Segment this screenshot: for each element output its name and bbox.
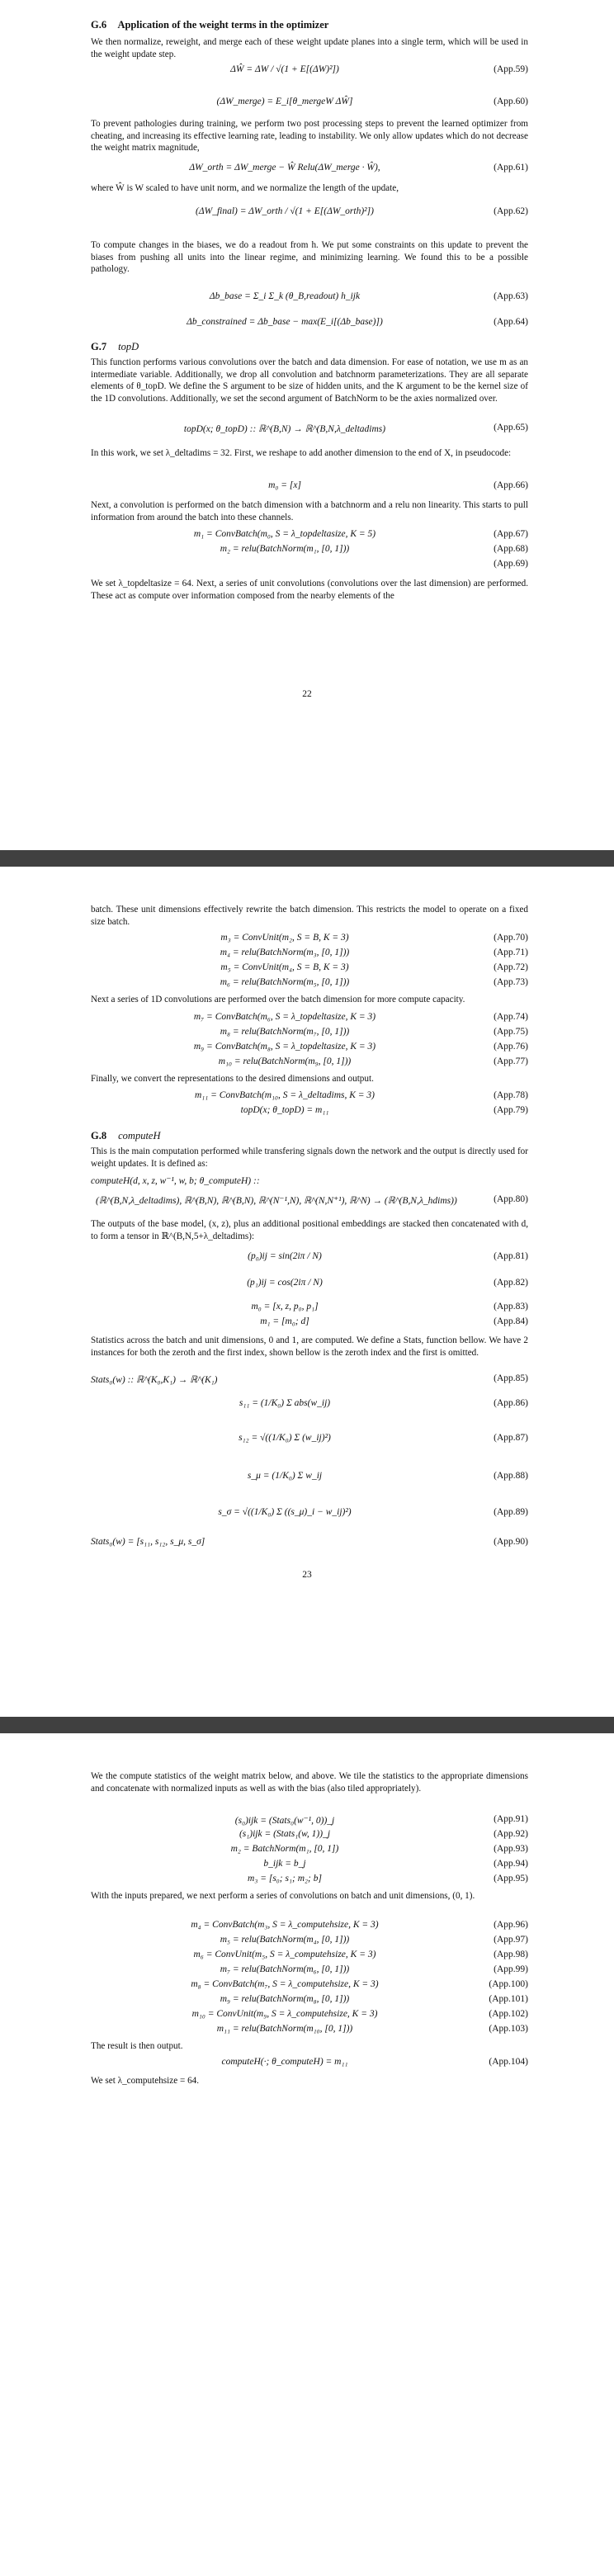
equation-body: m₁ = ConvBatch(m₀, S = λ_topdeltasize, K = 5) [193,529,376,539]
equation-label: (App.76) [494,1042,528,1052]
equation-body: m₉ = relu(BatchNorm(m₈, [0, 1])) [220,1994,350,2004]
paragraph: We the compute statistics of the weight matrix below, and above. We tile the statistics to the appropriate dimensions and concatenate with normalized inputs as well as with the bias (also tiled appropriately). [91,1771,528,1794]
paragraph: The result is then output. [91,2041,183,2051]
equation-body: Δb_base = Σ_i Σ_k (θ_B,readout) h_ijk [209,291,361,301]
equation-label: (App.66) [494,480,528,490]
equation-label: (App.94) [494,1859,528,1869]
section-number: G.7 [91,341,107,352]
equation-app60 [91,97,528,113]
section-title: topD [118,341,139,352]
equation-body: m₁₀ = relu(BatchNorm(m₉, [0, 1])) [218,1056,352,1066]
equation-body: m₀ = [x] [268,480,301,490]
equation-app64 [91,317,528,333]
equation-app61 [91,163,528,179]
section-heading-g6 [91,18,528,31]
equation-app72 [91,962,528,979]
equation-body: m₄ = relu(BatchNorm(m₃, [0, 1])) [220,948,350,957]
equation-body: (p₀)ij = sin(2iπ / N) [248,1251,322,1261]
page-23 [0,867,614,1717]
page-number: 22 [302,689,312,699]
equation-app89 [91,1499,528,1532]
equation-app59 [91,58,528,91]
section-number: G.8 [91,1130,107,1141]
equation-body: s_σ = √((1/K₀) Σ ((s_μ)_i − w_ij)²) [218,1507,352,1517]
equation-app83 [91,1302,528,1318]
equation-app98 [91,1950,528,1966]
equation-label: (App.93) [494,1844,528,1854]
equation-app90 [91,1537,528,1553]
paragraph: Finally, we convert the representations to the desired dimensions and output. [91,1074,374,1084]
equation-app81 [91,1246,528,1271]
equation-label: (App.79) [494,1105,528,1115]
equation-label: (App.63) [494,291,528,301]
equation-body: Stats₀(w) = [s₁₁, s₁₂, s_μ, s_σ] [91,1537,205,1547]
paragraph: This function performs various convolutions over the batch and data dimension. For ease of notation, we use m as an intermediate variable. Additionally, we drop all convolution and batchnorm parameterizations. They are all separate elements of θ_topD. We define the S argument to be size of hidden units, and the K argument to be the kernel size of the 1D convolutions. Additionally, we set the second argument of BatchNorm to be the axies normalized over. [91,357,528,404]
equation-body: m₉ = ConvBatch(m₈, S = λ_topdeltasize, K = 3) [193,1042,376,1052]
equation-app94 [91,1859,528,1875]
equation-app73 [91,977,528,994]
paragraph: With the inputs prepared, we next perform a series of convolutions on batch and unit dimensions, (0, 1). [91,1891,475,1901]
equation-label: (App.95) [494,1874,528,1884]
section-number: G.6 [91,19,107,31]
equation-body: s_μ = (1/K₀) Σ w_ij [247,1471,323,1481]
equation-app68 [91,544,528,560]
equation-body: ΔŴ = ΔW / √(1 + E[(ΔW)²]) [230,64,339,74]
equation-label: (App.98) [494,1950,528,1959]
equation-app62 [91,200,528,233]
equation-app67 [91,529,528,546]
equation-body: ΔW_orth = ΔW_merge − Ŵ Relu(ΔW_merge · Ŵ), [189,163,380,173]
equation-app88 [91,1464,528,1492]
equation-app93 [91,1844,528,1860]
equation-app104 [91,2057,528,2073]
equation-app96 [91,1920,528,1936]
equation-label: (App.83) [494,1302,528,1312]
paragraph: In this work, we set λ_deltadims = 32. First, we reshape to add another dimension to the end of X, in pseudocode: [91,448,512,458]
equation-body: (ℝ^(B,N,λ_deltadims), ℝ^(B,N), ℝ^(B,N), ℝ^(N⁻¹,N), ℝ^(N,N⁺¹), ℝ^N) → (ℝ^(B,N,λ_hdims)) [96,1196,457,1206]
equation-body: m₂ = relu(BatchNorm(m₁, [0, 1])) [220,544,350,554]
equation-label: (App.92) [494,1829,528,1839]
equation-app84 [91,1316,528,1333]
equation-body: m₃ = ConvUnit(m₂, S = B, K = 3) [220,933,349,943]
equation-app71 [91,948,528,964]
equation-label: (App.68) [494,544,528,554]
page-number: 23 [302,1570,312,1580]
equation-app92 [91,1829,528,1846]
equation-label: (App.60) [494,97,528,106]
equation-body: m₈ = ConvBatch(m₇, S = λ_computehsize, K = 3) [191,1979,379,1989]
equation-app102 [91,2009,528,2025]
equation-label: (App.70) [494,933,528,943]
equation-label: (App.104) [489,2057,528,2067]
equation-app75 [91,1027,528,1043]
equation-app101 [91,1994,528,2011]
equation-app66 [91,480,528,497]
equation-body: s₁₁ = (1/K₀) Σ abs(w_ij) [239,1398,331,1408]
equation-label: (App.91) [494,1814,528,1824]
equation-app100 [91,1979,528,1996]
equation-body: m₃ = [s₀; s₁; m₂; b] [248,1874,322,1884]
equation-body: Δb_constrained = Δb_base − max(E_i[(Δb_base)]) [187,317,383,327]
equation-body: m₈ = relu(BatchNorm(m₇, [0, 1])) [220,1027,350,1037]
equation-body: m₆ = ConvUnit(m₅, S = λ_computehsize, K = 3) [193,1950,376,1959]
equation-label: (App.71) [494,948,528,957]
equation-label: (App.103) [489,2024,528,2034]
equation-app80-line1: computeH(d, x, z, w⁻¹, w, b; θ_computeH) :: [91,1176,260,1186]
equation-app91 [91,1814,528,1831]
paragraph: The outputs of the base model, (x, z), plus an additional positional embeddings are stacked then concatenated with d, to form a tensor in ℝ^(B,N,5+λ_deltadims): [91,1219,528,1241]
equation-app82 [91,1273,528,1297]
paragraph: We set λ_computehsize = 64. [91,2076,200,2086]
equation-body: m₂ = BatchNorm(m₁, [0, 1]) [230,1844,339,1854]
section-title: computeH [118,1130,161,1141]
equation-app103 [91,2024,528,2040]
paragraph: batch. These unit dimensions effectively rewrite the batch dimension. This restricts the model to operate on a fixed size batch. [91,905,528,927]
equation-body: (s₀)ijk = (Stats₀(w⁻¹, 0))_j [234,1816,335,1826]
section-heading-g7 [91,340,528,353]
equation-label: (App.102) [489,2009,528,2019]
equation-label: (App.97) [494,1935,528,1945]
equation-body: m₅ = relu(BatchNorm(m₄, [0, 1])) [220,1935,350,1945]
equation-body: b_ijk = b_j [263,1859,306,1869]
equation-label: (App.74) [494,1012,528,1022]
equation-label: (App.99) [494,1964,528,1974]
equation-label: (App.78) [494,1090,528,1100]
equation-label: (App.61) [494,163,528,173]
equation-app79 [91,1105,528,1122]
equation-app63 [91,285,528,313]
equation-app86 [91,1392,528,1420]
equation-label: (App.62) [494,206,528,216]
equation-app85 [91,1373,528,1390]
equation-body: m₆ = relu(BatchNorm(m₅, [0, 1])) [220,977,350,987]
paragraph: To prevent pathologies during training, we perform two post processing steps to prevent the learned optimizer from cheating, and increasing its effective learning rate, leading to instability. We only allow updates which do not decrease the weight matrix magnitude, [91,119,528,154]
equation-label: (App.81) [494,1251,528,1261]
paragraph: To compute changes in the biases, we do a readout from h. We put some constraints on this update to prevent the biases from pushing all units into the linear regime, and minimizing learning. We found this to be a possible pathology. [91,240,528,275]
equation-label: (App.80) [494,1194,528,1204]
equation-body: computeH(·; θ_computeH) = m₁₁ [221,2057,348,2067]
equation-body: (ΔW_final) = ΔW_orth / √(1 + E[(ΔW_orth)²]) [196,206,374,216]
equation-body: s₁₂ = √((1/K₀) Σ (w_ij)²) [239,1433,331,1443]
equation-label: (App.96) [494,1920,528,1930]
equation-app77 [91,1056,528,1073]
equation-label: (App.86) [494,1398,528,1408]
equation-app69 [91,559,528,575]
paragraph: where Ŵ is W scaled to have unit norm, and we normalize the length of the update, [91,183,399,193]
equation-label: (App.67) [494,529,528,539]
equation-app74 [91,1012,528,1028]
section-title: Application of the weight terms in the optimizer [117,19,329,31]
equation-label: (App.89) [494,1507,528,1517]
equation-label: (App.90) [494,1537,528,1547]
paragraph: Next, a convolution is performed on the batch dimension with a batchnorm and a relu non linearity. This starts to pull information from around the batch into these channels. [91,500,528,522]
equation-app99 [91,1964,528,1981]
equation-app78 [91,1090,528,1107]
equation-body: (s₁)ijk = (Stats₁(w, 1))_j [239,1829,331,1839]
equation-label: (App.87) [494,1433,528,1443]
paragraph: We then normalize, reweight, and merge each of these weight update planes into a single term, which will be used in the weight update step. [91,37,528,59]
equation-body: m₀ = [x, z, p₀, p₁] [251,1302,319,1312]
paragraph: This is the main computation performed while transfering signals down the network and the output is directly used for weight updates. It is defined as: [91,1146,528,1169]
equation-label: (App.72) [494,962,528,972]
equation-app65 [91,423,528,439]
page-24 [0,1733,614,2576]
equation-label: (App.77) [494,1056,528,1066]
equation-app80 [91,1192,528,1212]
equation-body: m₁₁ = relu(BatchNorm(m₁₀, [0, 1])) [216,2024,353,2034]
equation-body: m₁ = [m₀; d] [260,1316,309,1326]
equation-body: m₁₁ = ConvBatch(m₁₀, S = λ_deltadims, K = 3) [194,1090,375,1100]
equation-body: Stats₀(w) :: ℝ^(K₀,K₁) → ℝ^(K₁) [91,1375,218,1385]
paragraph: Next a series of 1D convolutions are performed over the batch dimension for more compute capacity. [91,995,465,1004]
equation-label: (App.75) [494,1027,528,1037]
equation-body: m₄ = ConvBatch(m₃, S = λ_computehsize, K = 3) [191,1920,379,1930]
equation-body: m₇ = relu(BatchNorm(m₆, [0, 1])) [220,1964,350,1974]
equation-label: (App.69) [494,559,528,569]
equation-label: (App.64) [494,317,528,327]
equation-body: (ΔW_merge) = E_i[θ_mergeW ΔŴ] [216,97,353,106]
equation-body: m₇ = ConvBatch(m₆, S = λ_topdeltasize, K = 3) [193,1012,376,1022]
equation-label: (App.65) [494,423,528,432]
equation-label: (App.59) [494,64,528,74]
paragraph: Statistics across the batch and unit dimensions, 0 and 1, are computed. We define a Stats, function bellow. We have 2 instances for both the zeroth and the first index, shown bellow is the zeroth index and the first is omitted. [91,1335,528,1358]
section-heading-g8 [91,1129,528,1142]
equation-body: (p₁)ij = cos(2iπ / N) [247,1278,323,1288]
equation-label: (App.101) [489,1994,528,2004]
equation-body: m₁₀ = ConvUnit(m₉, S = λ_computehsize, K = 3) [191,2009,378,2019]
equation-label: (App.84) [494,1316,528,1326]
equation-body: topD(x; θ_topD) = m₁₁ [240,1105,329,1115]
equation-app97 [91,1935,528,1951]
equation-app87 [91,1425,528,1458]
equation-body: m₅ = ConvUnit(m₄, S = B, K = 3) [220,962,349,972]
equation-label: (App.73) [494,977,528,987]
page-22 [0,0,614,850]
equation-label: (App.85) [494,1373,528,1383]
equation-label: (App.88) [494,1471,528,1481]
equation-app76 [91,1042,528,1058]
equation-body: topD(x; θ_topD) :: ℝ^(B,N) → ℝ^(B,N,λ_deltadims) [183,424,386,434]
paragraph: We set λ_topdeltasize = 64. Next, a series of unit convolutions (convolutions over the last dimension) are performed. These act as compute over information composed from the nearby elements of the [91,579,528,601]
equation-app70 [91,933,528,949]
equation-label: (App.82) [494,1278,528,1288]
equation-label: (App.100) [489,1979,528,1989]
equation-app95 [91,1874,528,1890]
